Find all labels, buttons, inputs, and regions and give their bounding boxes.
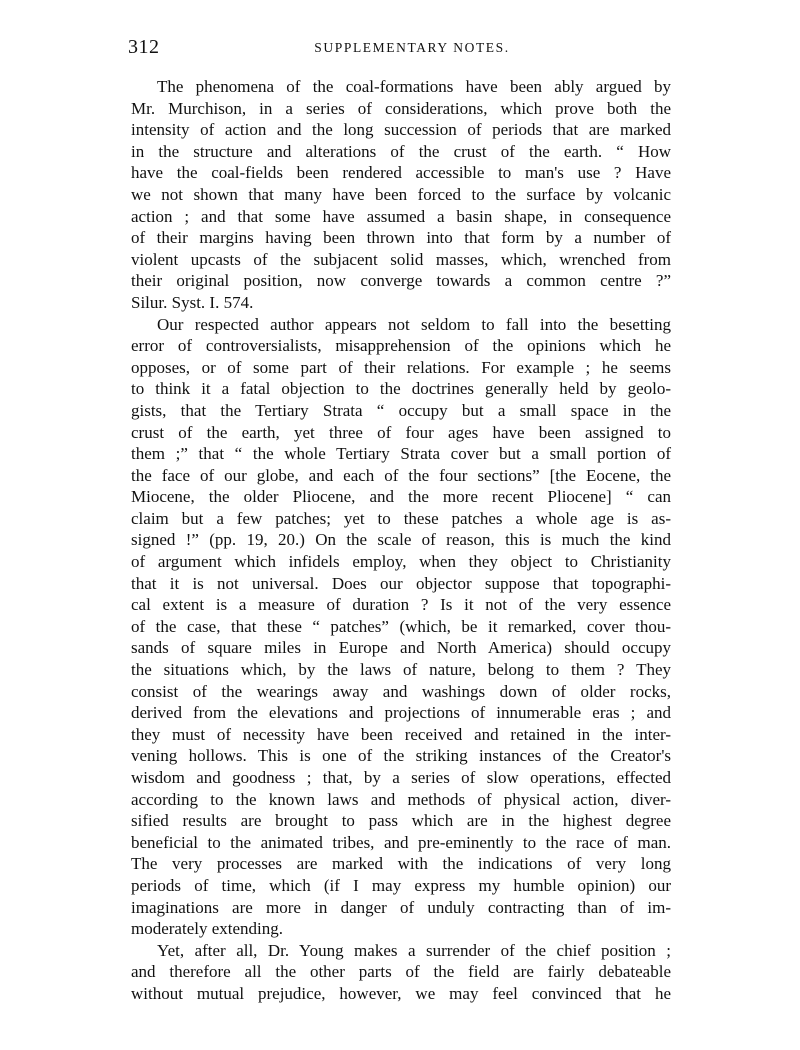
text-line: cal extent is a measure of duration ? Is it not of the very essence bbox=[131, 595, 671, 615]
text-line: we not shown that many have been forced to the surface by volcanic bbox=[131, 184, 671, 204]
text-line: Mr. Murchison, in a series of considerations, which prove both the bbox=[131, 98, 671, 118]
text-line: to think it a fatal objection to the doctrines generally held by geolo- bbox=[131, 379, 671, 399]
text-line: The very processes are marked with the indications of very long bbox=[131, 854, 671, 874]
text-line: and therefore all the other parts of the field are fairly debateable bbox=[131, 962, 671, 982]
text-line: Our respected author appears not seldom to fall into the besetting bbox=[157, 314, 671, 334]
text-line: according to the known laws and methods of physical action, diver- bbox=[131, 789, 671, 809]
text-line: the face of our globe, and each of the four sections” [the Eocene, the bbox=[131, 465, 671, 485]
text-line: claim but a few patches; yet to these patches a whole age is as- bbox=[131, 508, 671, 528]
body-text bbox=[131, 76, 671, 1005]
text-line: of the case, that these “ patches” (which, be it remarked, cover thou- bbox=[131, 616, 671, 636]
text-line: Silur. Syst. I. 574. bbox=[131, 292, 254, 312]
text-line: intensity of action and the long succession of periods that are marked bbox=[131, 120, 671, 140]
running-head: SUPPLEMENTARY NOTES. bbox=[314, 40, 510, 55]
text-line: beneficial to the animated tribes, and pre-eminently to the race of man. bbox=[131, 832, 671, 852]
text-line: have the coal-fields been rendered accessible to man's use ? Have bbox=[131, 163, 671, 183]
text-line: Miocene, the older Pliocene, and the more recent Pliocene] “ can bbox=[131, 487, 671, 507]
text-line: of their margins having been thrown into that form by a number of bbox=[131, 228, 671, 248]
text-line: moderately extending. bbox=[131, 919, 284, 939]
text-line: The phenomena of the coal-formations have been ably argued by bbox=[157, 77, 671, 96]
text-line: violent upcasts of the subjacent solid masses, which, wrenched from bbox=[131, 249, 671, 269]
text-line: in the structure and alterations of the crust of the earth. “ How bbox=[131, 141, 671, 161]
text-line: wisdom and goodness ; that, by a series of slow operations, effected bbox=[131, 768, 671, 787]
page-header bbox=[128, 36, 672, 60]
text-line: gists, that the Tertiary Strata “ occupy but a small space in the bbox=[131, 400, 671, 420]
text-line: consist of the wearings away and washings down of older rocks, bbox=[131, 681, 671, 701]
text-line: them ;” that “ the whole Tertiary Strata cover but a small portion of bbox=[131, 444, 671, 464]
text-line: error of controversialists, misapprehension of the opinions which he bbox=[131, 336, 671, 356]
text-line: sands of square miles in Europe and North America) should occupy bbox=[131, 638, 671, 658]
text-line: their original position, now converge towards a common centre ?” bbox=[131, 271, 671, 291]
text-line: Yet, after all, Dr. Young makes a surrender of the chief position ; bbox=[157, 940, 671, 960]
text-line: signed !” (pp. 19, 20.) On the scale of reason, this is much the kind bbox=[131, 530, 671, 550]
page-number: 312 bbox=[128, 36, 160, 58]
text-line: they must of necessity have been received and retained in the inter- bbox=[131, 724, 671, 744]
text-line: of argument which infidels employ, when they object to Christianity bbox=[131, 552, 671, 572]
text-line: opposes, or of some part of their relations. For example ; he seems bbox=[131, 357, 671, 377]
text-line: action ; and that some have assumed a basin shape, in consequence bbox=[131, 206, 671, 226]
text-line: periods of time, which (if I may express my humble opinion) our bbox=[131, 875, 671, 895]
text-line: crust of the earth, yet three of four ages have been assigned to bbox=[131, 422, 671, 442]
text-line: sified results are brought to pass which are in the highest degree bbox=[131, 811, 671, 831]
text-line: without mutual prejudice, however, we may feel convinced that he bbox=[131, 983, 671, 1003]
text-line: that it is not universal. Does our objector suppose that topographi- bbox=[131, 573, 671, 593]
text-line: derived from the elevations and projections of innumerable eras ; and bbox=[131, 703, 671, 723]
text-line: vening hollows. This is one of the striking instances of the Creator's bbox=[131, 746, 671, 766]
text-line: the situations which, by the laws of nature, belong to them ? They bbox=[131, 660, 671, 680]
text-line: imaginations are more in danger of unduly contracting than of im- bbox=[131, 897, 671, 917]
